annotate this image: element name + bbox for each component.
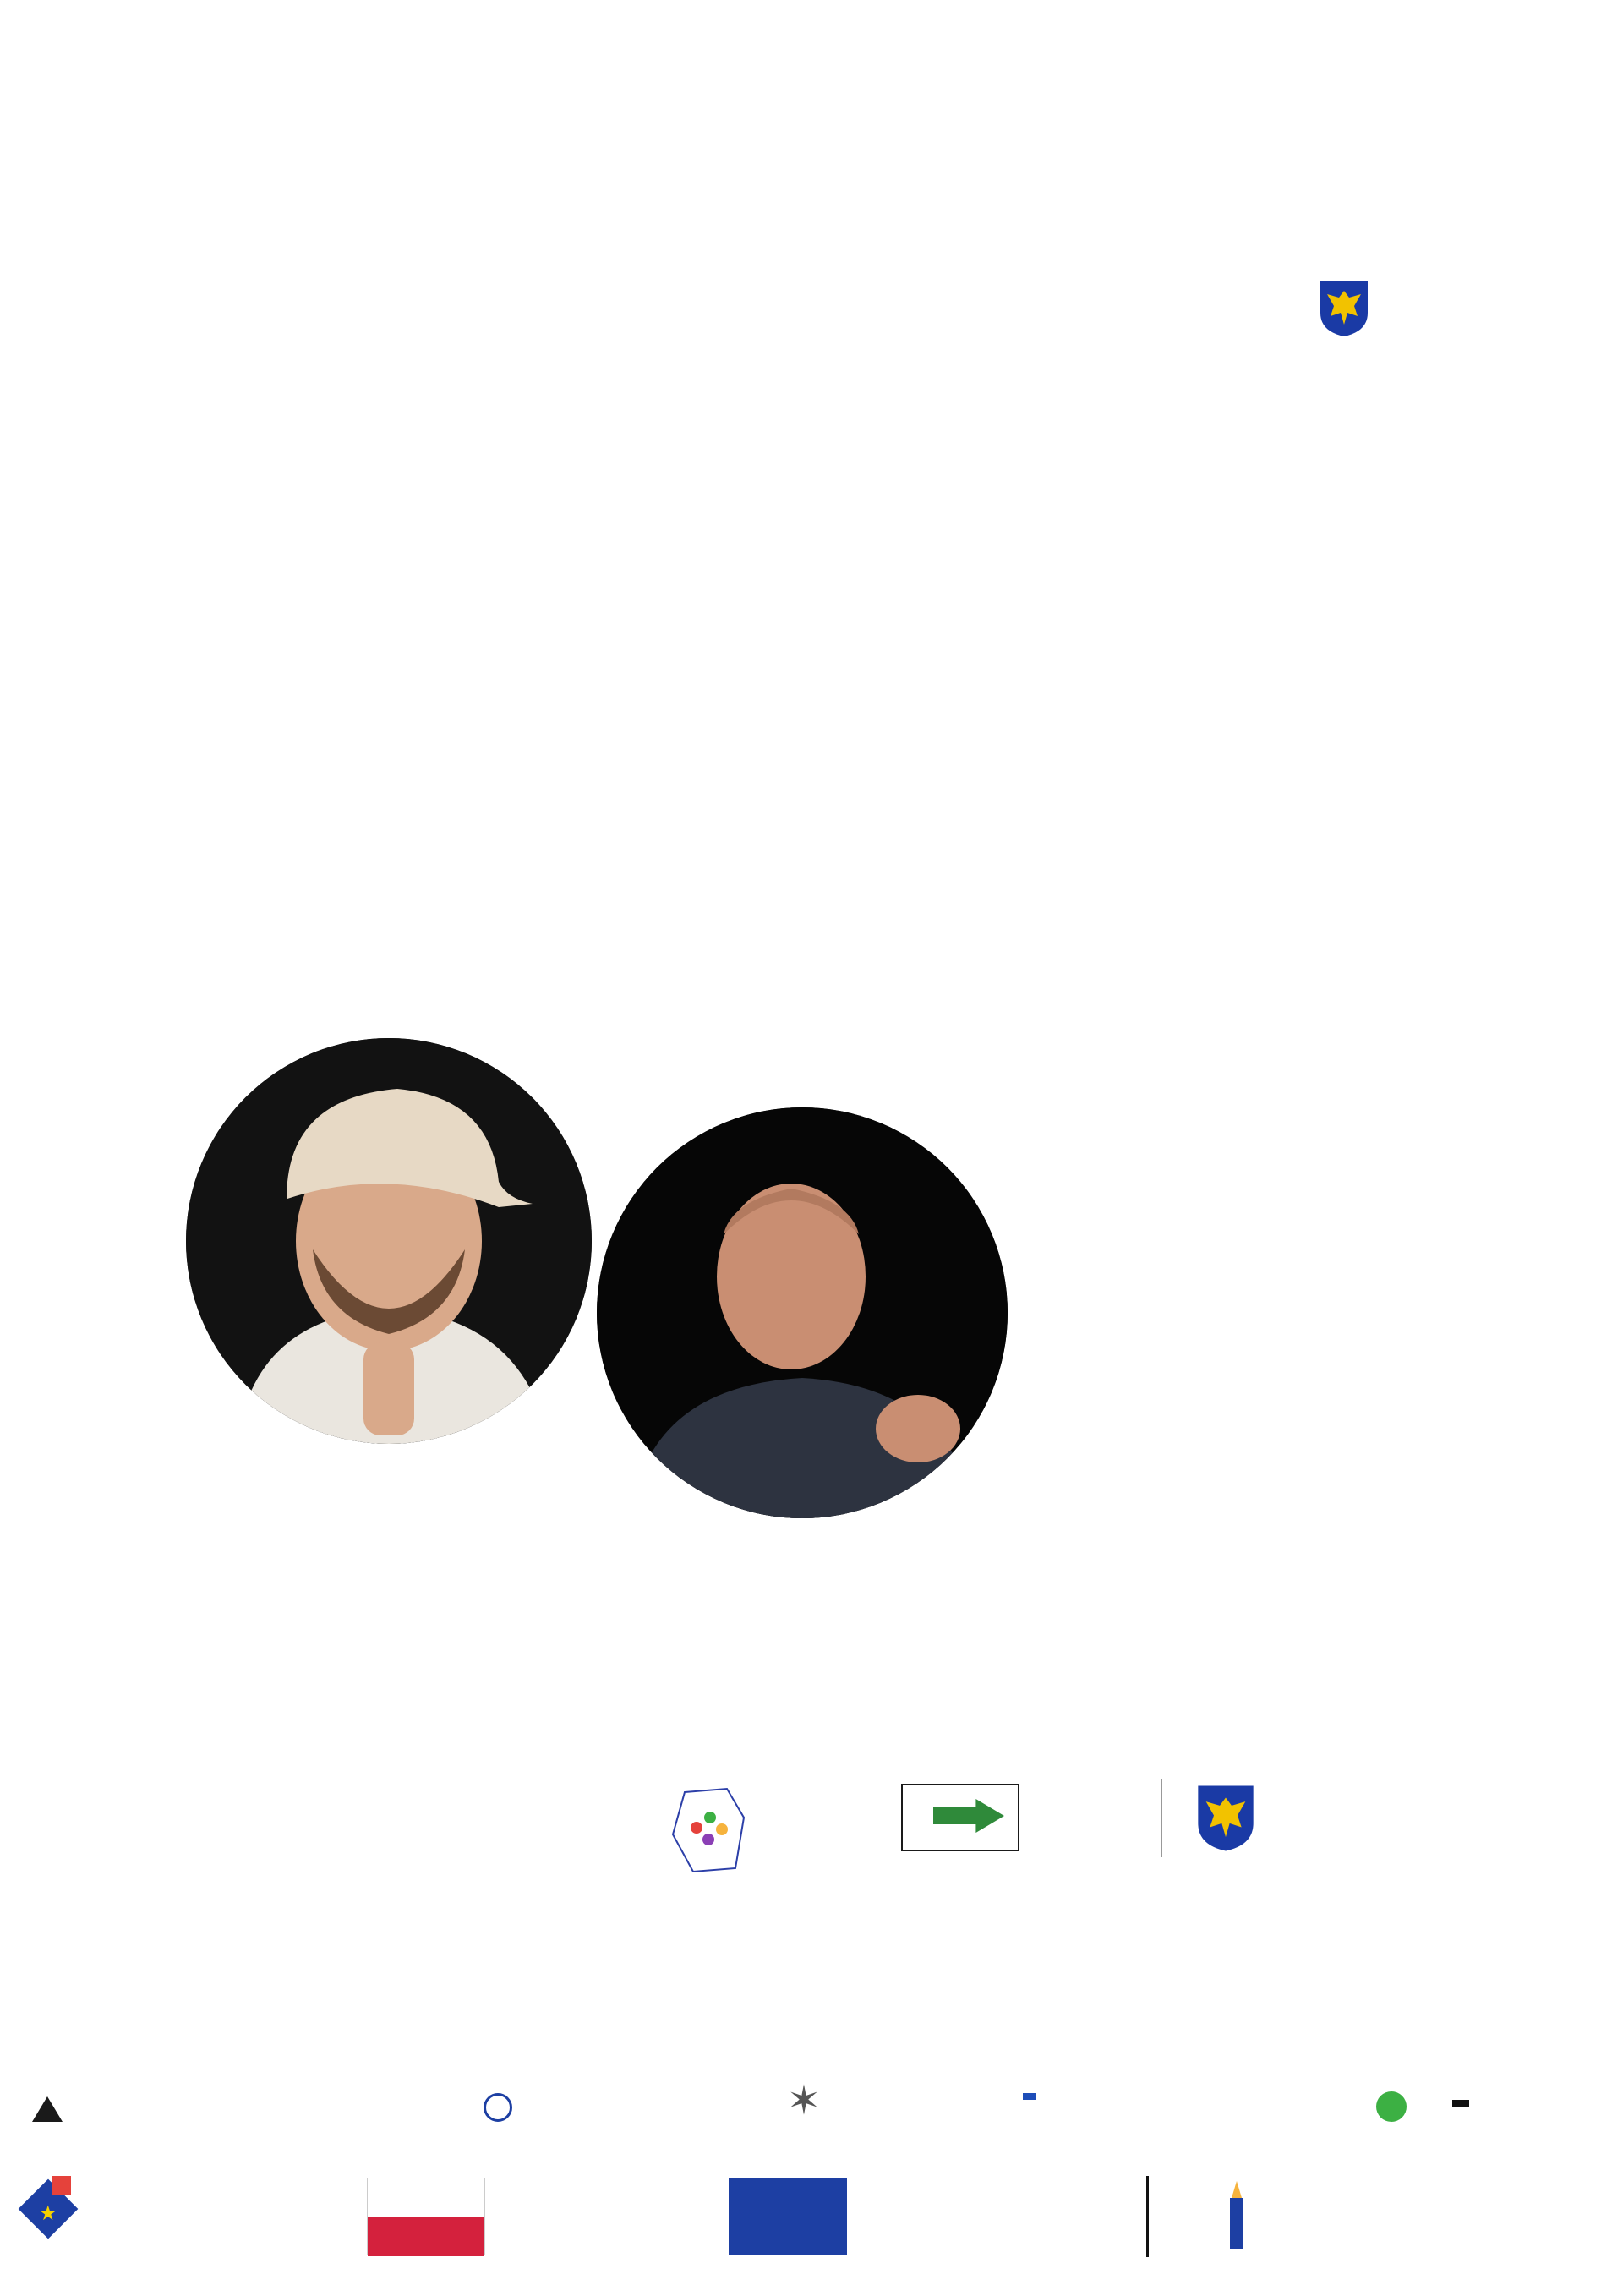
media-tvp3-mark bbox=[1023, 2093, 1036, 2100]
folk-border-right bbox=[1475, 152, 1623, 1894]
partner-pip[interactable] bbox=[484, 2093, 519, 2122]
arrow-right-icon bbox=[933, 1799, 1004, 1833]
wup-logo[interactable] bbox=[901, 1784, 1026, 1851]
organizers-divider bbox=[1161, 1779, 1162, 1857]
media-24opole[interactable] bbox=[1452, 2100, 1469, 2107]
qr-code-icon[interactable] bbox=[830, 1550, 984, 1704]
police-star-icon: ✶ bbox=[786, 2077, 822, 2124]
partner-policja[interactable] bbox=[774, 2077, 833, 2124]
pip-seal-icon bbox=[484, 2093, 512, 2122]
cic-logo[interactable] bbox=[668, 1784, 756, 1877]
folk-border-left bbox=[0, 152, 148, 1894]
footer-eu[interactable] bbox=[708, 2178, 847, 2255]
eagle-emblem-icon bbox=[1319, 279, 1369, 338]
cic-emblem-icon bbox=[668, 1784, 749, 1877]
performer1-photo bbox=[186, 1038, 592, 1444]
partner-muzeum[interactable] bbox=[30, 2093, 181, 2124]
fe-stars-icon: ★ bbox=[27, 2176, 78, 2235]
footer-fe[interactable] bbox=[27, 2176, 85, 2235]
radio-park-icon bbox=[1376, 2091, 1407, 2122]
eagle-shield-icon bbox=[1196, 1784, 1255, 1853]
footer-opolskie-brand[interactable] bbox=[1227, 2181, 1253, 2249]
footer-divider bbox=[1146, 2176, 1149, 2257]
tower-icon bbox=[1227, 2181, 1246, 2249]
media-radio-park[interactable] bbox=[1376, 2091, 1444, 2122]
footer-rp[interactable] bbox=[367, 2178, 504, 2255]
folk-border-bottom bbox=[0, 1877, 1623, 2029]
performer2-photo bbox=[597, 1107, 1008, 1518]
polish-flag-icon bbox=[367, 2178, 485, 2255]
eu-flag-icon bbox=[729, 2178, 847, 2255]
jst-logo[interactable] bbox=[1196, 1784, 1262, 1853]
media-tvp3[interactable] bbox=[1023, 2093, 1036, 2100]
folk-border-top bbox=[0, 0, 1623, 152]
muzeum-mark-icon bbox=[30, 2093, 64, 2124]
honorary-patronage bbox=[1260, 271, 1429, 343]
wup-badge bbox=[901, 1784, 1019, 1851]
